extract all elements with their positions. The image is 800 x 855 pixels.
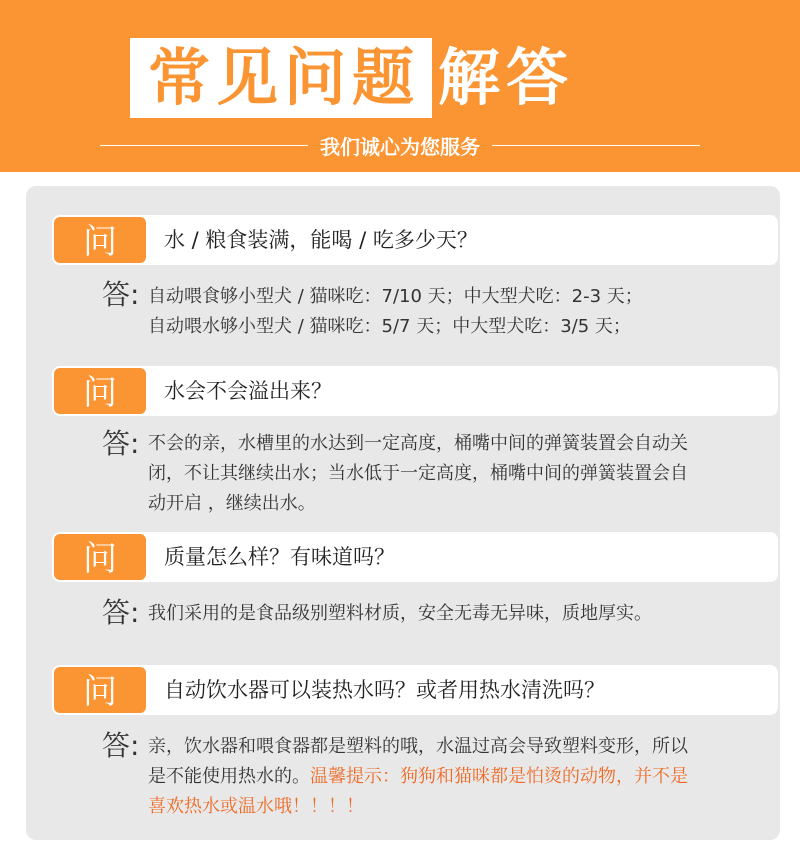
answer-text-2 bbox=[148, 429, 768, 519]
question-badge-3: 问 bbox=[52, 532, 148, 582]
header-banner bbox=[0, 0, 800, 172]
question-badge-2: 问 bbox=[52, 366, 148, 416]
answer-line: 动开启 ，继续出水。 bbox=[148, 493, 316, 514]
subtitle-row bbox=[100, 130, 700, 160]
answer-text-1 bbox=[148, 282, 768, 342]
answer-label-1: 答: bbox=[102, 278, 140, 311]
page-title bbox=[130, 38, 574, 118]
answer-line: 自动喂食够小型犬 / 猫咪吃：7/10 天；中大型犬吃：2-3 天； bbox=[148, 286, 643, 307]
answer-label-3: 答: bbox=[102, 596, 140, 629]
question-text-2: 水会不会溢出来？ bbox=[164, 379, 332, 403]
answer-line: 我们采用的是食品级别塑料材质，安全无毒无异味，质地厚实。 bbox=[148, 603, 652, 624]
answer-line: 亲，饮水器和喂食器都是塑料的哦，水温过高会导致塑料变形，所以 bbox=[148, 736, 688, 757]
question-badge-4: 问 bbox=[52, 665, 148, 715]
title-rest: 解答 bbox=[438, 41, 575, 114]
warning-text: 喜欢热水或温水哦！！！！ bbox=[148, 796, 364, 817]
title-highlight: 常见问题 bbox=[130, 38, 432, 118]
answer-label-2: 答: bbox=[102, 427, 140, 460]
divider-right bbox=[492, 145, 700, 146]
answer-line: 自动喂水够小型犬 / 猫咪吃：5/7 天；中大型犬吃：3/5 天； bbox=[148, 316, 631, 337]
answer-line-part: 是不能使用热水的。 bbox=[148, 766, 310, 787]
answer-label-4: 答: bbox=[102, 729, 140, 762]
question-text-1: 水 / 粮食装满，能喝 / 吃多少天？ bbox=[164, 228, 478, 252]
question-text-3: 质量怎么样？有味道吗？ bbox=[164, 545, 395, 569]
subtitle: 我们诚心为您服务 bbox=[320, 134, 480, 159]
question-text-4: 自动饮水器可以装热水吗？或者用热水清洗吗？ bbox=[164, 678, 605, 702]
question-badge-1: 问 bbox=[52, 215, 148, 265]
faq-panel bbox=[26, 186, 780, 840]
warning-text: 温馨提示：狗狗和猫咪都是怕烫的动物，并不是 bbox=[310, 766, 688, 787]
answer-line: 不会的亲，水槽里的水达到一定高度，桶嘴中间的弹簧装置会自动关 bbox=[148, 433, 688, 454]
divider-left bbox=[100, 145, 308, 146]
answer-line: 闭，不让其继续出水；当水低于一定高度，桶嘴中间的弹簧装置会自 bbox=[148, 463, 688, 484]
answer-text-3 bbox=[148, 599, 768, 629]
answer-text-4 bbox=[148, 732, 768, 822]
answer-line bbox=[148, 762, 768, 792]
